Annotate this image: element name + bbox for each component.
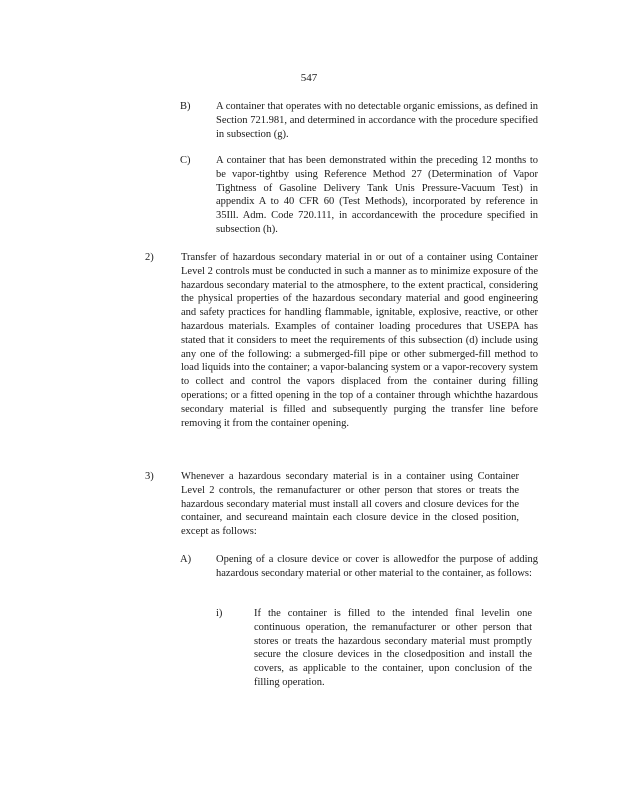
item-text: A container that operates with no detectable organic emissions, as defined in Section 721.981, and determined in accordance with the procedure specified in subsection (g).	[216, 101, 538, 140]
item-text: Whenever a hazardous secondary material is in a container using Container Level 2 controls, the remanufacturer or other person that stores or treats the hazardous secondary material must install all covers and closure devices for the container, and secureand maintain each closure device in the closed position, except as follows:	[181, 471, 519, 538]
item-label: A)	[180, 554, 192, 565]
item-label: 2)	[145, 252, 154, 263]
page-number: 547	[300, 72, 318, 84]
item-text: Transfer of hazardous secondary material in or out of a container using Container Level 2 controls must be conducted in such a manner as to minimize exposure of the hazardous secondary material to the atmosphere, to the extent practical, considering the physical properties of the hazardous secondary material and good engineering and safety practices for handling flammable, ignitable, explosive, reactive, or other hazardous materials. Examples of container loading procedures that USEPA has stated that it considers to meet the requirements of this subsection (d) include using any one of the following: a submerged-fill pipe or other submerged-fill method to load liquids into the container; a vapor-balancing system or a vapor-recovery system to collect and control the vapors displaced from the container during filling operations; or a fitted opening in the top of a container through whichthe hazardous secondary material is filled and subsequently purging the transfer line before removing it from the container opening.	[181, 252, 538, 429]
item-label: i)	[216, 608, 223, 619]
item-label: C)	[180, 155, 191, 166]
item-label: B)	[180, 101, 191, 112]
item-text: Opening of a closure device or cover is allowedfor the purpose of adding hazardous secondary material or other material to the container, as follows:	[216, 554, 538, 579]
item-label: 3)	[145, 471, 154, 482]
item-text: If the container is filled to the intended final levelin one continuous operation, the remanufacturer or other person that stores or treats the hazardous secondary material must promptly secure the closure devices in the closedposition and install the covers, as applicable to the container, upon conclusion of the filling operation.	[254, 608, 532, 688]
item-text: A container that has been demonstrated within the preceding 12 months to be vapor-tightby using Reference Method 27 (Determination of Vapor Tightness of Gasoline Delivery Tank Unis Pressure-Vacuum Test) in appendix A to 40 CFR 60 (Test Methods), incorporated by reference in 35Ill. Adm. Code 720.111, in accordancewith the procedure specified in subsection (h).	[216, 155, 538, 235]
